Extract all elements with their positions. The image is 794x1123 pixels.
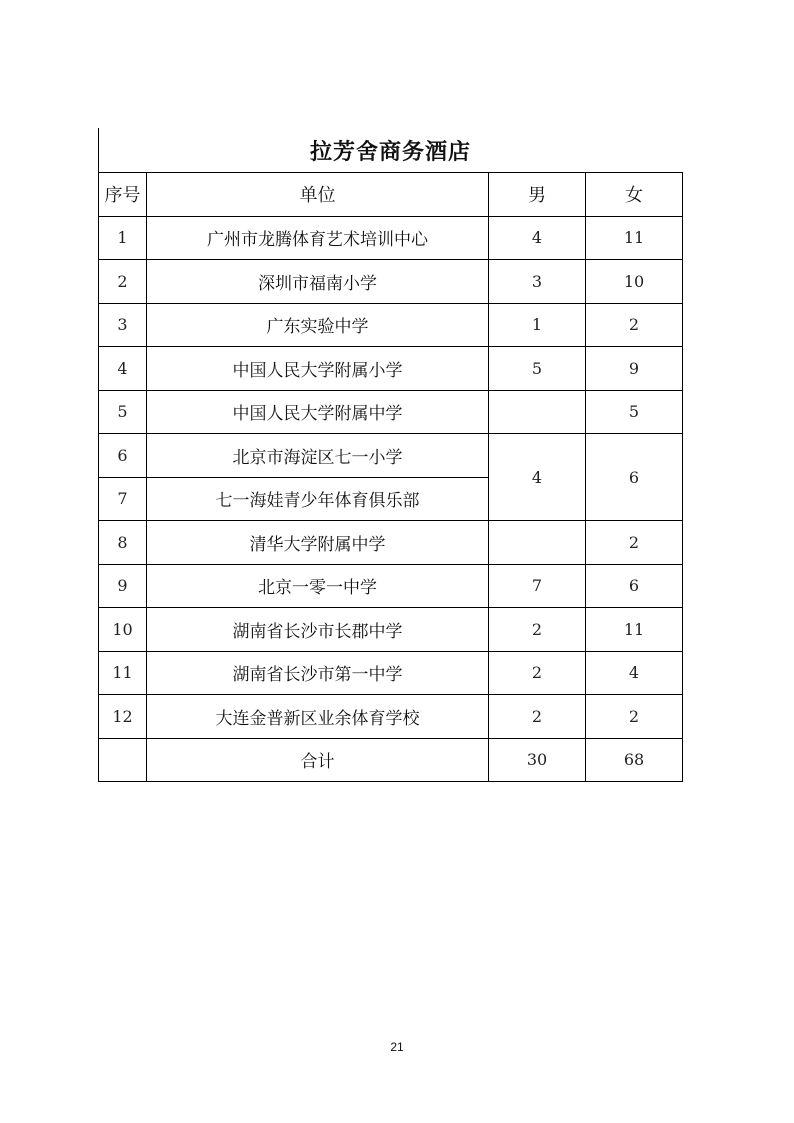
row-unit: 湖南省长沙市长郡中学 xyxy=(147,608,489,652)
total-row xyxy=(99,738,683,782)
row-seq: 10 xyxy=(99,608,147,652)
row-seq: 5 xyxy=(99,390,147,434)
row-male: 2 xyxy=(489,651,586,695)
page-number: 21 xyxy=(390,1040,404,1054)
row-male: 4 xyxy=(489,216,586,260)
row-female: 11 xyxy=(586,216,683,260)
row-male: 3 xyxy=(489,260,586,304)
total-female: 68 xyxy=(586,738,683,782)
row-male: 2 xyxy=(489,608,586,652)
total-male: 30 xyxy=(489,738,586,782)
row-unit: 北京市海淀区七一小学 xyxy=(147,434,489,478)
total-seq-empty xyxy=(99,738,147,782)
row-unit: 七一海娃青少年体育俱乐部 xyxy=(147,477,489,521)
row-female: 5 xyxy=(586,390,683,434)
row-unit: 中国人民大学附属小学 xyxy=(147,347,489,391)
row-unit: 广东实验中学 xyxy=(147,303,489,347)
page-title: 拉芳舍商务酒店 xyxy=(309,139,471,165)
table-row xyxy=(99,434,683,478)
row-male-merged: 4 xyxy=(489,434,586,521)
table-row xyxy=(99,390,683,434)
table-row xyxy=(99,608,683,652)
row-male: 1 xyxy=(489,303,586,347)
total-label: 合计 xyxy=(147,738,489,782)
row-female: 2 xyxy=(586,303,683,347)
row-unit: 中国人民大学附属中学 xyxy=(147,390,489,434)
row-unit: 北京一零一中学 xyxy=(147,564,489,608)
row-female: 9 xyxy=(586,347,683,391)
row-female: 2 xyxy=(586,695,683,739)
table-row xyxy=(99,260,683,304)
row-unit: 大连金普新区业余体育学校 xyxy=(147,695,489,739)
row-seq: 8 xyxy=(99,521,147,565)
row-unit: 广州市龙腾体育艺术培训中心 xyxy=(147,216,489,260)
header-seq: 序号 xyxy=(99,173,147,217)
row-seq: 11 xyxy=(99,651,147,695)
row-female-merged: 6 xyxy=(586,434,683,521)
table-row xyxy=(99,216,683,260)
row-unit: 湖南省长沙市第一中学 xyxy=(147,651,489,695)
row-seq: 12 xyxy=(99,695,147,739)
row-female: 10 xyxy=(586,260,683,304)
row-seq: 3 xyxy=(99,303,147,347)
header-female: 女 xyxy=(586,173,683,217)
row-male: 5 xyxy=(489,347,586,391)
row-seq: 1 xyxy=(99,216,147,260)
row-seq: 2 xyxy=(99,260,147,304)
row-female: 11 xyxy=(586,608,683,652)
table-row xyxy=(99,651,683,695)
header-unit: 单位 xyxy=(147,173,489,217)
table-row xyxy=(99,347,683,391)
row-male: 7 xyxy=(489,564,586,608)
row-seq: 7 xyxy=(99,477,147,521)
row-unit: 清华大学附属中学 xyxy=(147,521,489,565)
row-female: 6 xyxy=(586,564,683,608)
row-male xyxy=(489,521,586,565)
row-seq: 4 xyxy=(99,347,147,391)
table-row xyxy=(99,521,683,565)
table-header-row xyxy=(99,173,683,217)
row-male: 2 xyxy=(489,695,586,739)
table-row xyxy=(99,564,683,608)
row-unit: 深圳市福南小学 xyxy=(147,260,489,304)
row-seq: 9 xyxy=(99,564,147,608)
row-male xyxy=(489,390,586,434)
header-male: 男 xyxy=(489,173,586,217)
row-female: 4 xyxy=(586,651,683,695)
table-row xyxy=(99,303,683,347)
table-row xyxy=(99,695,683,739)
row-female: 2 xyxy=(586,521,683,565)
roster-table xyxy=(98,172,683,782)
row-seq: 6 xyxy=(99,434,147,478)
